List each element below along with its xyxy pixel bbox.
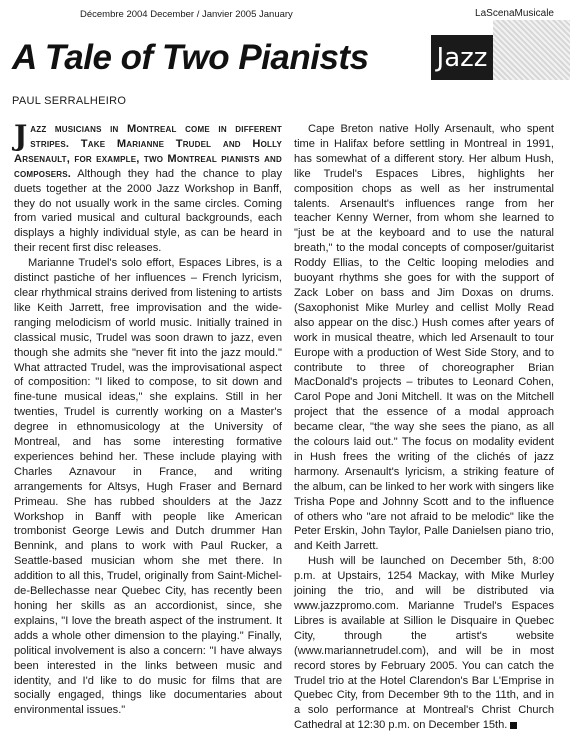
article-title: A Tale of Two Pianists [12,38,369,77]
magazine-logo [475,8,554,19]
column-left [14,119,282,718]
section-label: Jazz [436,42,488,73]
drop-cap: J [14,119,28,152]
logo-la: La [475,8,487,19]
logo-musicale: Musicale [514,8,554,19]
author-byline: PAUL SERRALHEIRO [12,95,127,107]
logo-scena: Scena [486,8,515,19]
end-mark [510,722,517,729]
section-tag [431,35,493,80]
paragraph-intro [14,119,282,256]
issue-date: Décembre 2004 December / Janvier 2005 January [80,8,293,20]
intro-body: Although they had the chance to play duets together at the 2000 Jazz Workshop in Banff, they do not usually work in the same circles. Coming from varied musical and cultural backgrounds, each displays a highly individual style, as can be heard in their recent first disc releases. [14,167,282,255]
lead-in: azz musicians in Montreal come in different stripes. Take Marianne Trudel and Holly Arsenault, for example, two Montreal pianists and composers. [14,123,282,180]
paragraph-arsenault: Cape Breton native Holly Arsenault, who spent time in Halifax before settling in Montreal in 1991, has somewhat of a different story. Her album Hush, like Trudel's Espaces Libres, highlights her composition chops as well as her instrumental talents. Arsenault's influences range from her teacher Kenny Werner, from whom she learned to "just be at the keyboard and to use the natural breath," to the modal concepts of composer/guitarist Roddy Ellias, to the Celtic looping melodies and buoyant rhythms she goes for with the support of Zack Lober on bass and Jim Doxas on drums. (Saxophonist Mike Murley and cellist Molly Read also appear on the disc.) Hush comes after years of work in musical theatre, which led Arsenault to tour Europe with a production of West Side Story, and to contribute to three of choreographer Brian MacDonald's projects – tributes to Leonard Cohen, Carol Pope and Joni Mitchell. It was on the Mitchell project that the essence of a modal approach became clear, "the way she sees the piano, as all the colours laid out." The focus on modality evident in Hush frees the writing of the clichés of jazz harmony. Arsenault's lyricism, a striking feature of the album, can be linked to her work with singers like Trisha Pope and Johnny Scott and to the influence of others who "are not afraid to be melodic" like the Peter Erskin, John Taylor, Palle Danielsen piano trio, and Keith Jarrett. [294,123,554,553]
header-texture [493,20,570,80]
column-right [294,122,554,733]
launch-text: Hush will be launched on December 5th, 8:00 p.m. at Upstairs, 1254 Mackay, with Mike Murley joining the trio, and will be distributed via www.jazzpromo.com. Marianne Trudel's Espaces Libres is available at Sillion le Disquaire in Quebec City, through the artist's website (www.mariannetrudel.com), and will be in most record stores by February 2005. You can catch the Trudel trio at the Hotel Clarendon's Bar L'Emprise in Quebec City, from December 9th to the 11th, and in a solo performance at Montreal's Christ Church Cathedral at 12:30 p.m. on December 15th. [294,555,554,732]
paragraph-trudel: Marianne Trudel's solo effort, Espaces Libres, is a distinct pastiche of her influences – French lyricism, clear rhythmical strains derived from listening to artists like Keith Jarrett, free improvisation and the wide-ranging melodicism of world music. Initially trained in classical music, Trudel was soon drawn to jazz, even though she admits she "never fit into the jazz mould." What attracted Trudel, was the improvisational aspect of composition: "I liked to compose, to sit down and fine-tune musical ideas," she explains. Still in her twenties, Trudel is currently working on a Master's degree in ethnomusicology at the University of Montreal, and has some interesting formative experiences behind her. These include playing with Charles Aznavour in France, and writing arrangements for Altsys, Hugh Fraser and Bernard Primeau. She has rubbed shoulders at the Jazz Workshop in Banff with people like American trombonist George Lewis and Dutch drummer Han Bennink, and plans to work with Paul Rucker, a Seattle-based musician whom she met there. In addition to all this, Trudel, originally from Saint-Michel-de-Bellechasse near Quebec City, has recently been honing her skills as an accordionist, since, she explains, "I love the breath aspect of the instrument. It adds a whole other dimension to the playing." Finally, political involvement is also a concern: "I have always been interested in the links between music and identity, and I'd like to do music for films that are socially engaged, things like documentaries about environmental issues." [14,257,282,717]
